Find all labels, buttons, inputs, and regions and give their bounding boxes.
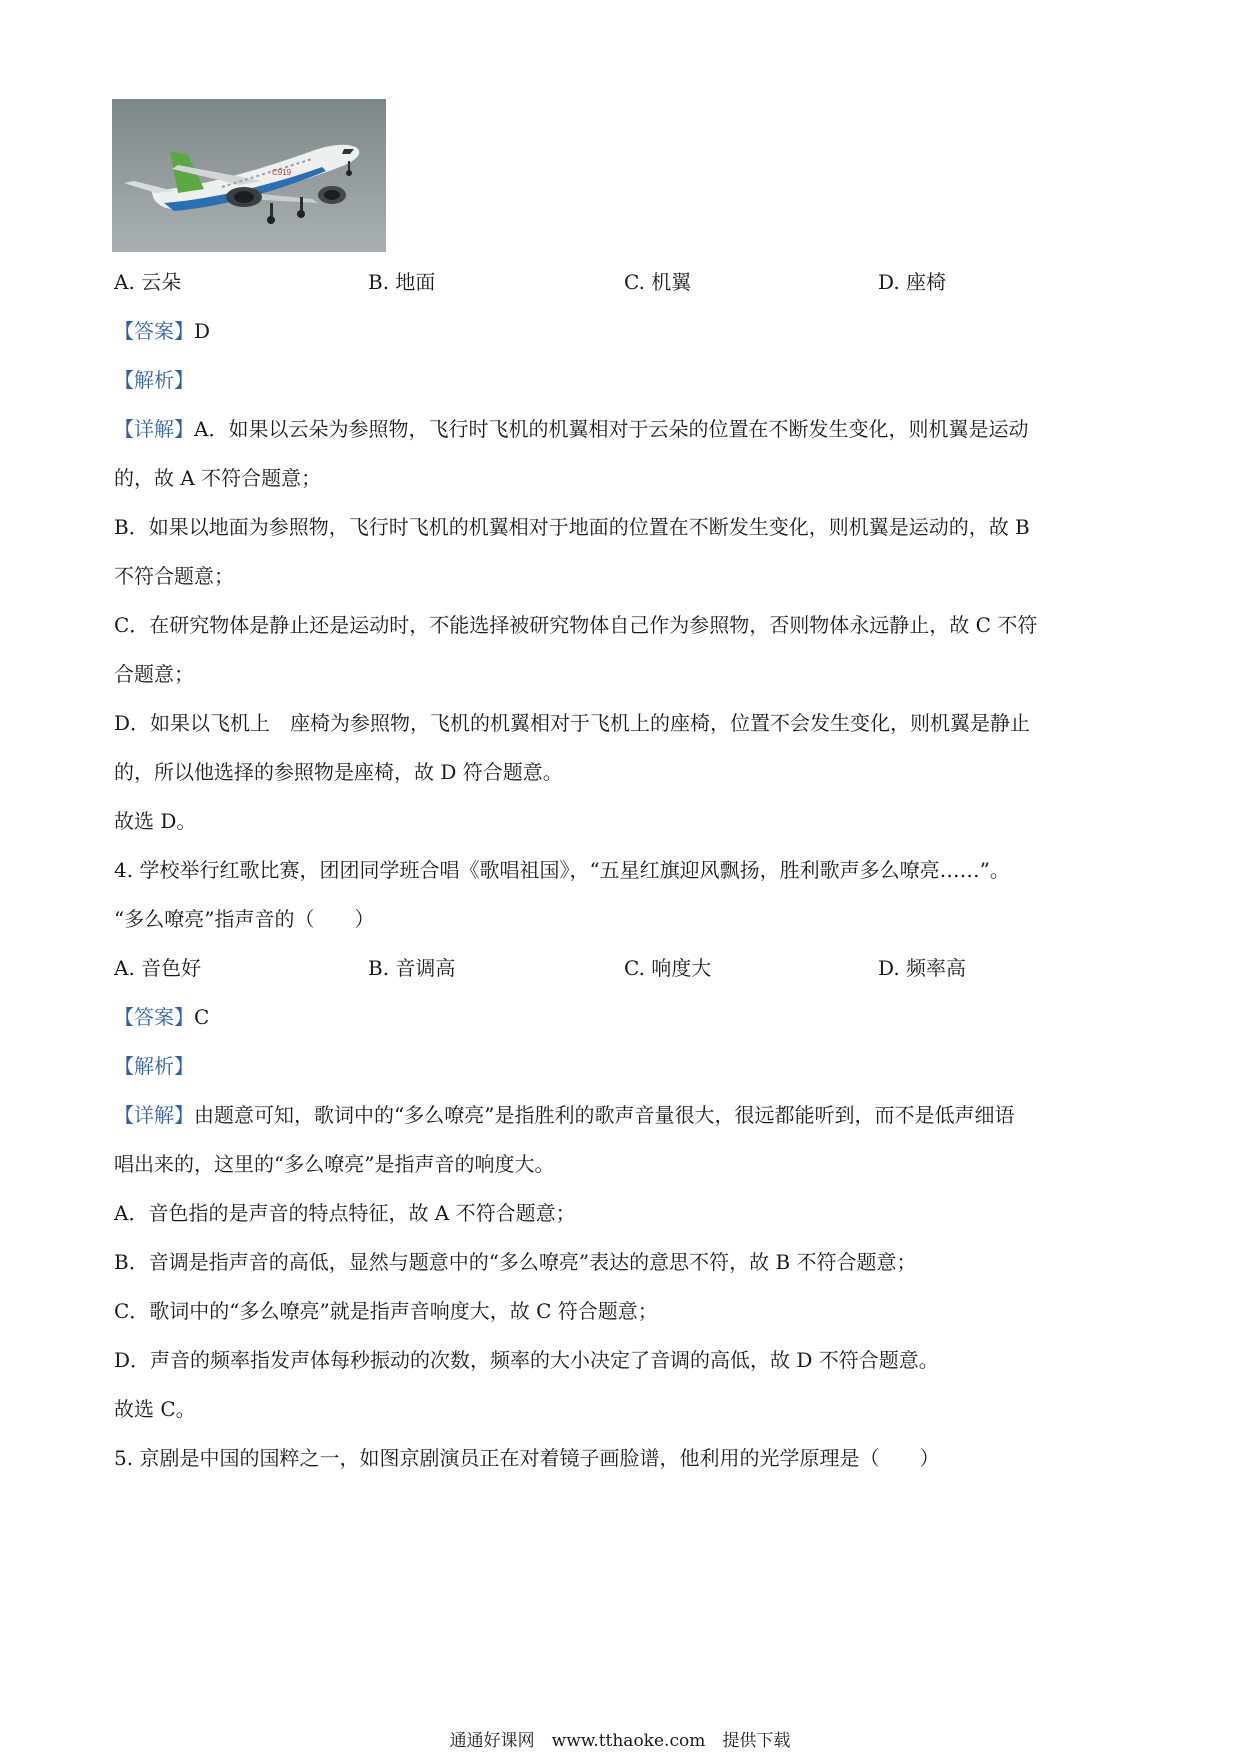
q3-detail-line-8: 的，所以他选择的参照物是座椅，故 D 符合题意。	[114, 760, 563, 784]
q4-stem-line-2: “多么嘹亮”指声音的（ ）	[114, 907, 375, 931]
detail-text: A．如果以云朵为参照物，飞行时飞机的机翼相对于云朵的位置在不断发生变化，则机翼是运动	[194, 417, 1029, 441]
q3-detail-line-6: 合题意；	[114, 662, 194, 686]
q3-detail-line-2: 的，故 A 不符合题意；	[114, 466, 322, 490]
q3-detail-line-5: C．在研究物体是静止还是运动时，不能选择被研究物体自己作为参照物，否则物体永远静止，故 C 不符	[114, 613, 1038, 637]
q5-stem: 5. 京剧是中国的国粹之一，如图京剧演员正在对着镜子画脸谱，他利用的光学原理是（ ）	[114, 1446, 940, 1470]
q3-option-b: B. 地面	[368, 270, 436, 294]
answer-value: C	[194, 1005, 210, 1029]
answer-tag: 【答案】	[114, 319, 194, 343]
detail-text: 由题意可知，歌词中的“多么嘹亮”是指胜利的歌声音量很大，很远都能听到，而不是低声细语	[194, 1103, 1015, 1127]
q3-conclusion: 故选 D。	[114, 809, 197, 833]
q3-detail-line-1	[114, 415, 1028, 443]
q3-option-c: C. 机翼	[624, 270, 692, 294]
svg-text:C919: C919	[272, 168, 292, 177]
q4-stem-line-1: 4. 学校举行红歌比赛，团团同学班合唱《歌唱祖国》，“五星红旗迎风飘扬，胜利歌声多么嘹亮……”。	[114, 858, 1010, 882]
analysis-tag: 【解析】	[114, 1054, 194, 1078]
q3-analysis-heading	[114, 366, 194, 394]
q4-option-a: A. 音色好	[114, 956, 202, 980]
q4-detail-line-3: A．音色指的是声音的特点特征，故 A 不符合题意；	[114, 1201, 576, 1225]
q3-detail-line-4: 不符合题意；	[114, 564, 234, 588]
q4-analysis-heading	[114, 1052, 194, 1080]
q4-option-b: B. 音调高	[368, 956, 456, 980]
answer-value: D	[194, 319, 211, 343]
q3-option-a: A. 云朵	[114, 270, 182, 294]
answer-tag: 【答案】	[114, 1005, 194, 1029]
q3-answer	[114, 317, 210, 345]
q4-conclusion: 故选 C。	[114, 1397, 196, 1421]
q4-detail-line-4: B．音调是指声音的高低，显然与题意中的“多么嘹亮”表达的意思不符，故 B 不符合题意；	[114, 1250, 917, 1274]
q4-option-c: C. 响度大	[624, 956, 712, 980]
q3-option-d: D. 座椅	[878, 270, 947, 294]
q4-detail-line-6: D．声音的频率指发声体每秒振动的次数，频率的大小决定了音调的高低，故 D 不符合题意。	[114, 1348, 939, 1372]
q4-option-d: D. 频率高	[878, 956, 967, 980]
q4-detail-line-2: 唱出来的，这里的“多么嘹亮”是指声音的响度大。	[114, 1152, 555, 1176]
detail-tag: 【详解】	[114, 1103, 194, 1127]
airplane-icon	[112, 99, 386, 252]
q4-detail-line-5: C．歌词中的“多么嘹亮”就是指声音响度大，故 C 符合题意；	[114, 1299, 658, 1323]
detail-tag: 【详解】	[114, 417, 194, 441]
q3-detail-line-7: D．如果以飞机上 座椅为参照物，飞机的机翼相对于飞机上的座椅，位置不会发生变化，则机翼是静止	[114, 711, 1031, 735]
page-footer: 通通好课网 www.tthaoke.com 提供下载	[449, 1731, 791, 1751]
airplane-photo	[112, 99, 386, 252]
analysis-tag: 【解析】	[114, 368, 194, 392]
q4-detail-line-1	[114, 1101, 1014, 1129]
q4-answer	[114, 1003, 209, 1031]
q3-detail-line-3: B．如果以地面为参照物，飞行时飞机的机翼相对于地面的位置在不断发生变化，则机翼是运动的，故 B	[114, 515, 1030, 539]
